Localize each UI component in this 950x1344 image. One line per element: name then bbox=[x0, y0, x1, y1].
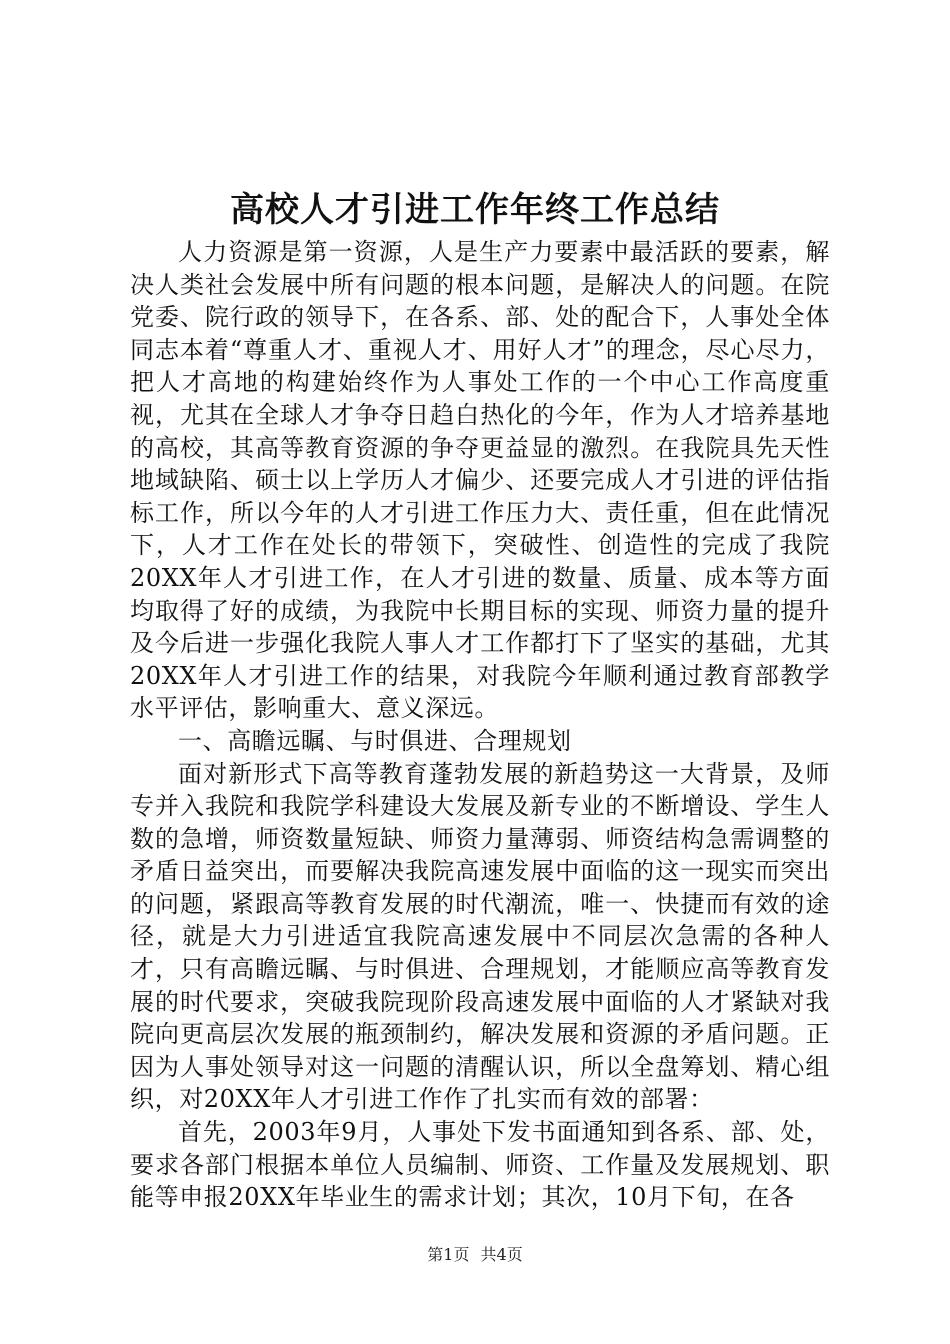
body-paragraph-intro: 人力资源是第一资源，人是生产力要素中最活跃的要素，解决人类社会发展中所有问题的根本问题，是解决人的问题。在院党委、院行政的领导下，在各系、部、处的配合下，人事处全体同志本着“尊重人才、重视人才、用好人才”的理念，尽心尽力，把人才高地的构建始终作为人事处工作的一个中心工作高度重视，尤其在全球人才争夺日趋白热化的今年，作为人才培养基地的高校，其高等教育资源的争夺更益显的激烈。在我院具先天性地域缺陷、硕士以上学历人才偏少、还要完成人才引进的评估指标工作，所以今年的人才引进工作压力大、责任重，但在此情况下，人才工作在处长的带领下，突破性、创造性的完成了我院20XX年人才引进工作，在人才引进的数量、质量、成本等方面均取得了好的成绩，为我院中长期目标的实现、师资力量的提升及今后进一步强化我院人事人才工作都打下了坚实的基础，尤其20XX年人才引进工作的结果，对我院今年顺利通过教育部教学水平评估，影响重大、意义深远。 bbox=[130, 238, 830, 723]
section-heading-1: 一、高瞻远瞩、与时俱进、合理规划 bbox=[178, 726, 572, 755]
document-title: 高校人才引进工作年终工作总结 bbox=[230, 190, 720, 230]
body-paragraph-first-step: 首先，2003年9月，人事处下发书面通知到各系、部、处，要求各部门根据本单位人员编制、师资、工作量及发展规划、职能等申报20XX年毕业生的需求计划；其次，10月下旬，在各 bbox=[130, 1118, 830, 1212]
page-total: 共4页 bbox=[480, 1245, 523, 1264]
body-paragraph-section-1: 面对新形式下高等教育蓬勃发展的新趋势这一大背景，及师专并入我院和我院学科建设大发展及新专业的不断增设、学生人数的急增，师资数量短缺、师资力量薄弱、师资结构急需调整的矛盾日益突出，而要解决我院高速发展中面临的这一现实而突出的问题，紧跟高等教育发展的时代潮流，唯一、快捷而有效的途径，就是大力引进适宜我院高速发展中不同层次急需的各种人才，只有高瞻远瞩、与时俱进、合理规划，才能顺应高等教育发展的时代要求，突破我院现阶段高速发展中面临的人才紧缺对我院向更高层次发展的瓶颈制约，解决发展和资源的矛盾问题。正因为人事处领导对这一问题的清醒认识，所以全盘筹划、精心组织，对20XX年人才引进工作作了扎实而有效的部署： bbox=[130, 759, 830, 1114]
document-body bbox=[130, 236, 830, 1214]
page-number: 第1页 bbox=[427, 1245, 470, 1264]
page-footer bbox=[0, 1244, 950, 1266]
